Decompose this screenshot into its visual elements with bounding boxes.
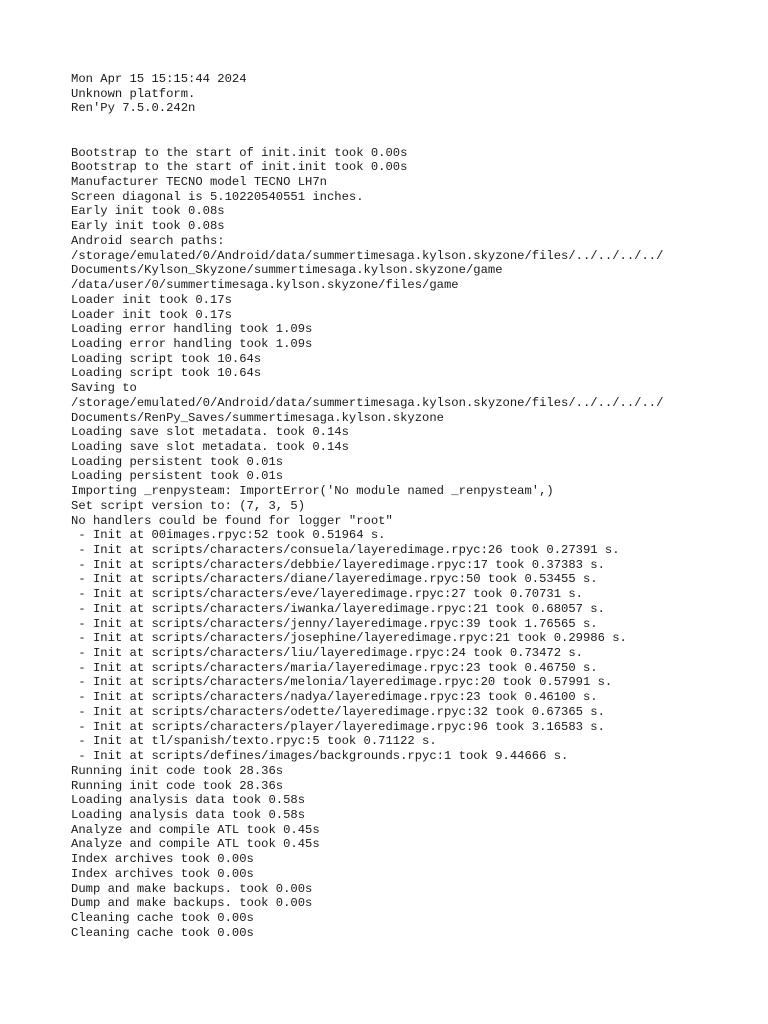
log-line: Screen diagonal is 5.10220540551 inches. <box>71 189 364 204</box>
log-line: Early init took 0.08s <box>71 219 225 234</box>
log-line: /storage/emulated/0/Android/data/summertimesaga.kylson.skyzone/files/../../../../ <box>71 395 664 410</box>
log-line: - Init at scripts/characters/diane/layeredimage.rpyc:50 took 0.53455 s. <box>71 572 598 587</box>
log-line: - Init at scripts/characters/odette/layeredimage.rpyc:32 took 0.67365 s. <box>71 704 605 719</box>
log-line: Loading save slot metadata. took 0.14s <box>71 425 349 440</box>
log-line: Running init code took 28.36s <box>71 763 284 778</box>
log-line: Loading persistent took 0.01s <box>71 469 284 484</box>
log-line: Dump and make backups. took 0.00s <box>71 881 313 896</box>
log-line: - Init at scripts/characters/debbie/layeredimage.rpyc:17 took 0.37383 s. <box>71 557 605 572</box>
log-line: Set script version to: (7, 3, 5) <box>71 498 306 513</box>
log-line: Index archives took 0.00s <box>71 866 254 881</box>
log-line: Loading analysis data took 0.58s <box>71 807 306 822</box>
log-line: Loading error handling took 1.09s <box>71 336 313 351</box>
log-line: Loading analysis data took 0.58s <box>71 793 306 808</box>
log-line: Loading persistent took 0.01s <box>71 454 284 469</box>
log-line: Saving to <box>71 381 137 396</box>
log-line: - Init at scripts/characters/player/layeredimage.rpyc:96 took 3.16583 s. <box>71 719 605 734</box>
log-line: - Init at scripts/defines/images/backgrounds.rpyc:1 took 9.44666 s. <box>71 749 569 764</box>
log-line: Dump and make backups. took 0.00s <box>71 896 313 911</box>
log-line: - Init at scripts/characters/jenny/layeredimage.rpyc:39 took 1.76565 s. <box>71 616 598 631</box>
log-line: Index archives took 0.00s <box>71 852 254 867</box>
log-line: Loader init took 0.17s <box>71 307 232 322</box>
log-line: Cleaning cache took 0.00s <box>71 925 254 940</box>
log-line: Cleaning cache took 0.00s <box>71 910 254 925</box>
log-line: - Init at scripts/characters/liu/layeredimage.rpyc:24 took 0.73472 s. <box>71 646 583 661</box>
log-line: - Init at scripts/characters/eve/layeredimage.rpyc:27 took 0.70731 s. <box>71 587 583 602</box>
log-line: - Init at scripts/characters/nadya/layeredimage.rpyc:23 took 0.46100 s. <box>71 690 598 705</box>
log-body <box>71 146 751 941</box>
log-line: - Init at scripts/characters/maria/layeredimage.rpyc:23 took 0.46750 s. <box>71 660 598 675</box>
log-line: Loading save slot metadata. took 0.14s <box>71 439 349 454</box>
log-line: Importing _renpysteam: ImportError('No module named _renpysteam',) <box>71 484 554 499</box>
header-spacer <box>71 116 751 145</box>
log-line: Documents/Kylson_Skyzone/summertimesaga.kylson.skyzone/game <box>71 263 503 278</box>
log-line: /storage/emulated/0/Android/data/summertimesaga.kylson.skyzone/files/../../../../ <box>71 248 664 263</box>
log-header <box>71 72 751 116</box>
log-line: Analyze and compile ATL took 0.45s <box>71 822 320 837</box>
log-line: - Init at 00images.rpyc:52 took 0.51964 s. <box>71 528 386 543</box>
log-line: Manufacturer TECNO model TECNO LH7n <box>71 175 327 190</box>
log-platform: Unknown platform. <box>71 86 196 101</box>
log-line: No handlers could be found for logger "root" <box>71 513 393 528</box>
log-line: Loader init took 0.17s <box>71 292 232 307</box>
log-line: - Init at scripts/characters/josephine/layeredimage.rpyc:21 took 0.29986 s. <box>71 631 627 646</box>
log-line: Loading script took 10.64s <box>71 351 262 366</box>
log-line: - Init at scripts/characters/iwanka/layeredimage.rpyc:21 took 0.68057 s. <box>71 601 605 616</box>
log-line: Analyze and compile ATL took 0.45s <box>71 837 320 852</box>
log-timestamp: Mon Apr 15 15:15:44 2024 <box>71 72 247 86</box>
log-line: Running init code took 28.36s <box>71 778 284 793</box>
log-line: Documents/RenPy_Saves/summertimesaga.kylson.skyzone <box>71 410 444 425</box>
log-line: - Init at tl/spanish/texto.rpyc:5 took 0.71122 s. <box>71 734 437 749</box>
log-line: /data/user/0/summertimesaga.kylson.skyzone/files/game <box>71 278 459 293</box>
log-version: Ren'Py 7.5.0.242n <box>71 101 196 116</box>
log-line: - Init at scripts/characters/consuela/layeredimage.rpyc:26 took 0.27391 s. <box>71 543 620 557</box>
log-line: - Init at scripts/characters/melonia/layeredimage.rpyc:20 took 0.57991 s. <box>71 675 613 690</box>
log-line: Bootstrap to the start of init.init took 0.00s <box>71 160 408 175</box>
log-line: Android search paths: <box>71 233 225 248</box>
log-line: Early init took 0.08s <box>71 204 225 219</box>
log-document <box>71 72 751 940</box>
log-line: Loading error handling took 1.09s <box>71 322 313 337</box>
log-line: Bootstrap to the start of init.init took 0.00s <box>71 145 408 160</box>
log-line: Loading script took 10.64s <box>71 366 262 381</box>
